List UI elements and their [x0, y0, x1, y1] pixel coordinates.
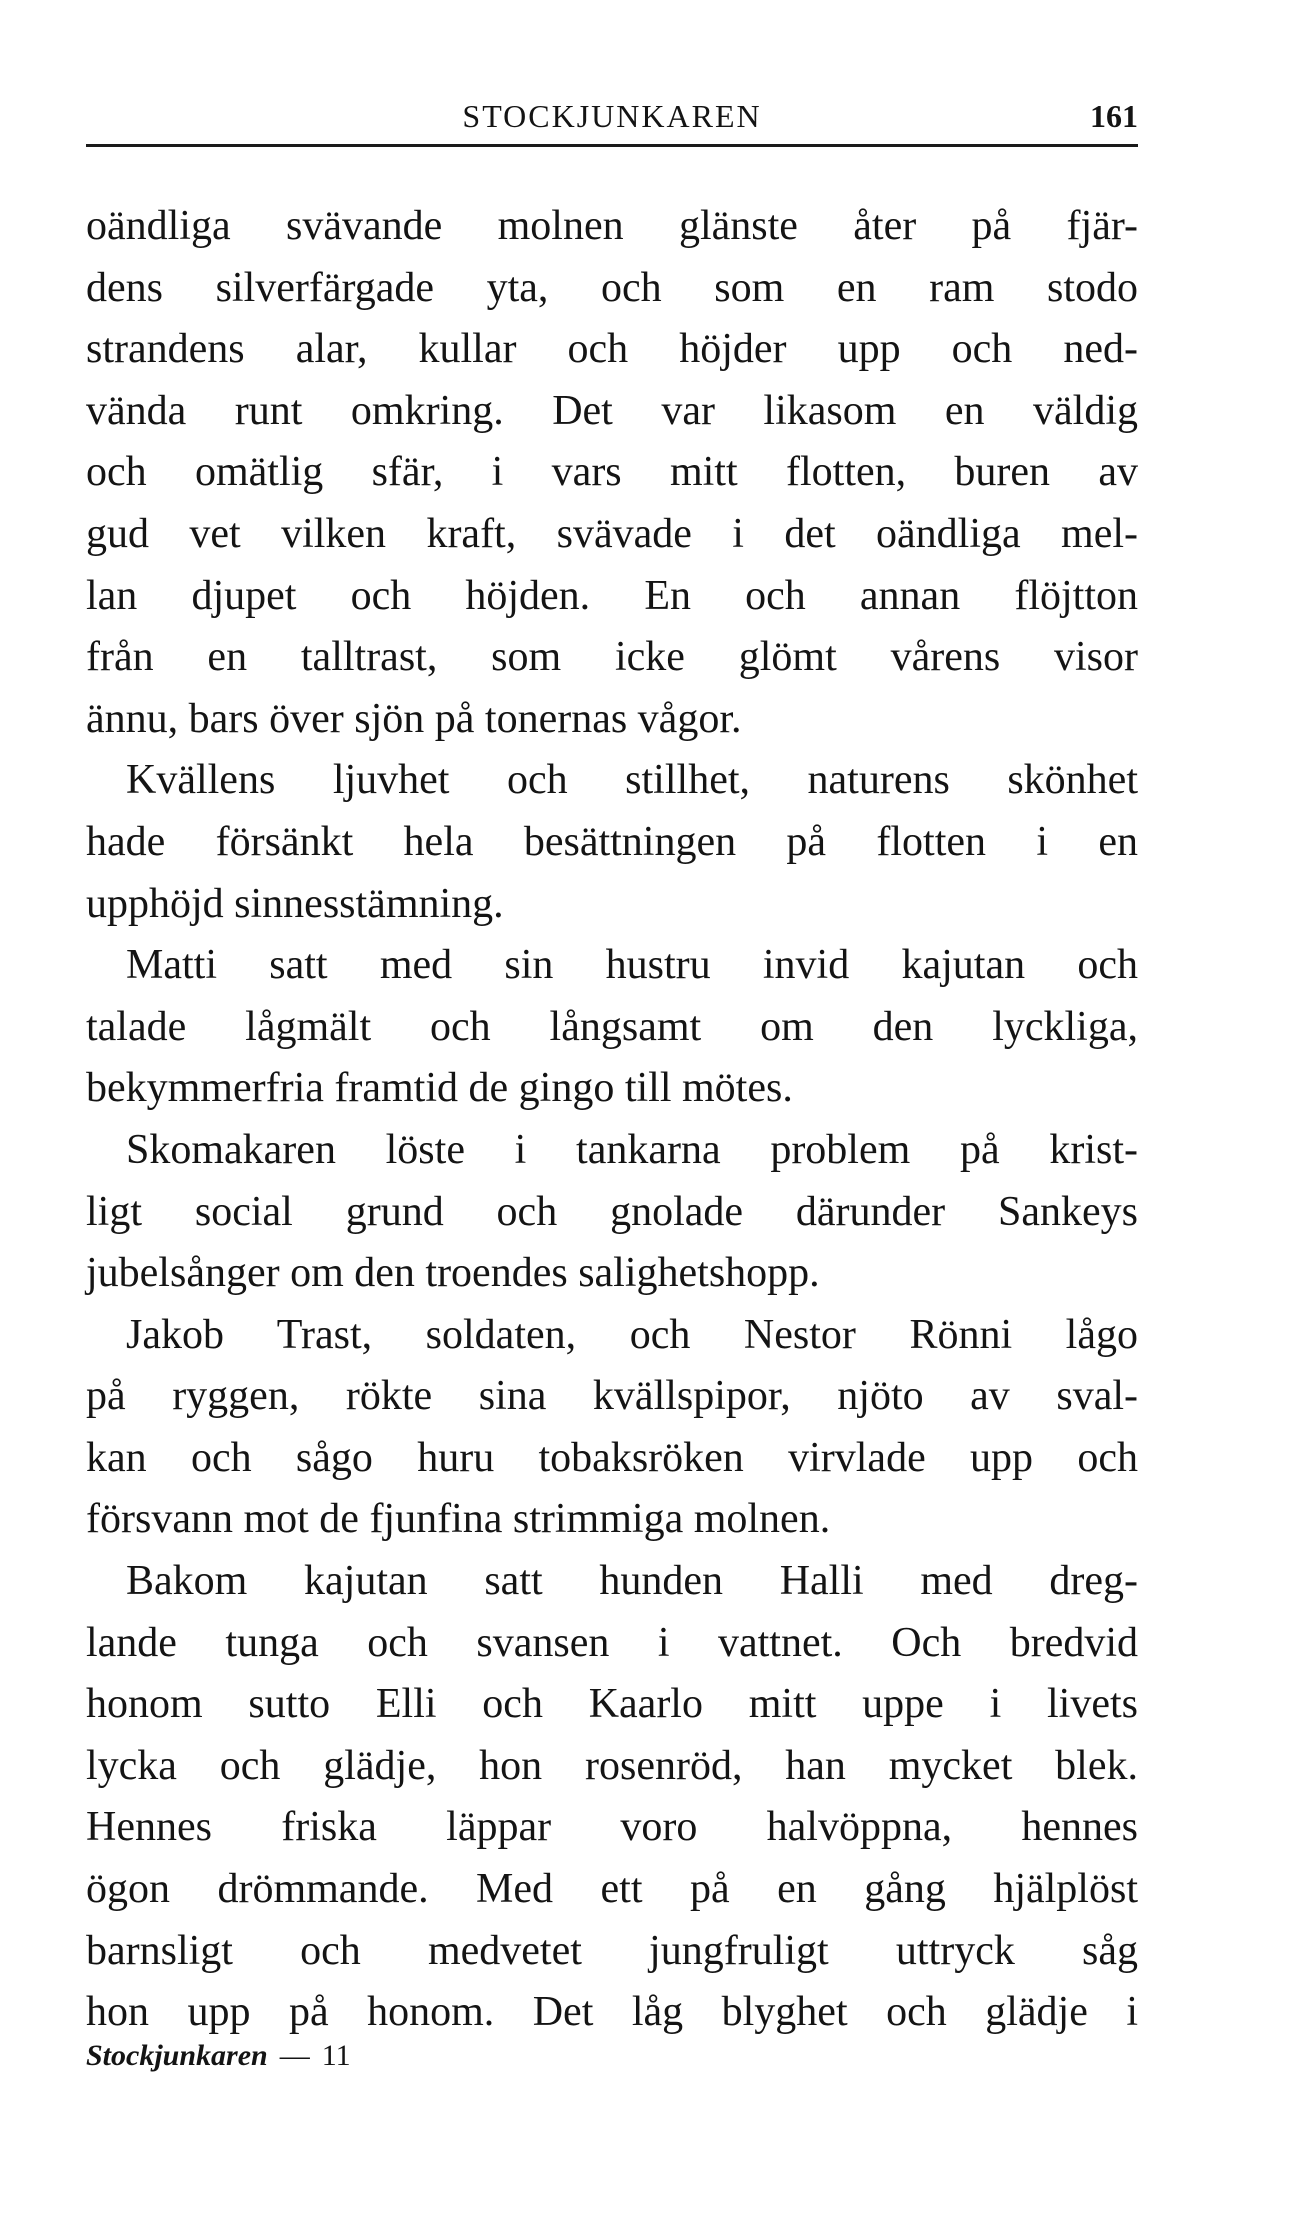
running-title: STOCKJUNKAREN [462, 98, 762, 134]
text-line: lan djupet och höjden. En och annan flöjtton [86, 572, 1138, 619]
text-line: Matti satt med sin hustru invid kajutan och [126, 942, 1138, 989]
text-line: ännu, bars över sjön på tonernas vågor. [86, 695, 742, 742]
text-line: hade försänkt hela besättningen på flotten i en [86, 818, 1138, 865]
text-line: och omätlig sfär, i vars mitt flotten, buren av [86, 449, 1138, 496]
text-line: barnsligt och medvetet jungfruligt uttryck såg [86, 1927, 1138, 1974]
text-line: lycka och glädje, hon rosenröd, han mycket blek. [86, 1742, 1138, 1789]
text-line: jubelsånger om den troendes salighetshopp. [86, 1250, 820, 1297]
text-line: kan och sågo huru tobaksröken virvlade upp och [86, 1434, 1138, 1481]
text-line: Jakob Trast, soldaten, och Nestor Rönni lågo [126, 1311, 1138, 1358]
body-text [86, 196, 1138, 2044]
paragraph [86, 1305, 1138, 1551]
text-line: ligt social grund och gnolade därunder Sankeys [86, 1188, 1138, 1235]
text-line: ögon drömmande. Med ett på en gång hjälplöst [86, 1866, 1138, 1913]
paragraph [86, 1120, 1138, 1305]
running-head [86, 96, 1138, 147]
text-line: Bakom kajutan satt hunden Halli med dreg- [126, 1558, 1138, 1605]
text-line: vända runt omkring. Det var likasom en väldig [86, 387, 1138, 434]
text-line: Hennes friska läppar voro halvöppna, hennes [86, 1804, 1138, 1851]
text-line: hon upp på honom. Det låg blyghet och glädje i [86, 1989, 1138, 2036]
text-line: lande tunga och svansen i vattnet. Och bredvid [86, 1619, 1138, 1666]
text-line: bekymmerfria framtid de gingo till mötes. [86, 1065, 793, 1112]
paragraph [86, 1551, 1138, 2044]
text-line: dens silverfärgade yta, och som en ram stodo [86, 264, 1138, 311]
signature-number: 11 [321, 2039, 351, 2072]
text-line: upphöjd sinnesstämning. [86, 880, 504, 927]
text-line: försvann mot de fjunfina strimmiga molnen. [86, 1496, 831, 1543]
printer-signature [86, 2036, 351, 2076]
page-number: 161 [1090, 98, 1138, 134]
text-line: strandens alar, kullar och höjder upp och ned- [86, 326, 1138, 373]
paragraph [86, 750, 1138, 935]
text-line: på ryggen, rökte sina kvällspipor, njöto av sval- [86, 1373, 1138, 1420]
paragraph [86, 935, 1138, 1120]
text-line: gud vet vilken kraft, svävade i det oändliga mel- [86, 510, 1138, 557]
signature-separator: — [279, 2039, 310, 2072]
paragraph [86, 196, 1138, 750]
text-line: honom sutto Elli och Kaarlo mitt uppe i livets [86, 1681, 1138, 1728]
text-line: från en talltrast, som icke glömt vårens visor [86, 634, 1138, 681]
text-line: talade lågmält och långsamt om den lyckliga, [86, 1003, 1138, 1050]
text-line: oändliga svävande molnen glänste åter på fjär- [86, 203, 1138, 249]
signature-title: Stockjunkaren [86, 2039, 268, 2072]
text-line: Kvällens ljuvhet och stillhet, naturens skönhet [126, 757, 1138, 804]
text-line: Skomakaren löste i tankarna problem på krist- [126, 1126, 1138, 1173]
